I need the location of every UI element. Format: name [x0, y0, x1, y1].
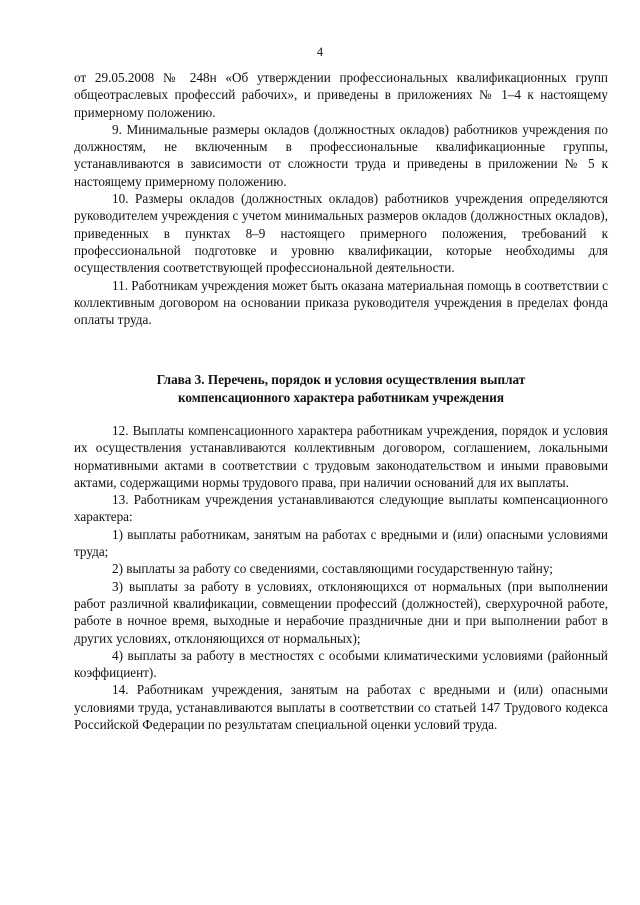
paragraph-11: 11. Работникам учреждения может быть оказана материальная помощь в соответствии с коллективным договором на основании приказа руководителя учреждения в пределах фонда оплаты труда.	[74, 277, 608, 328]
list-item-2: 2) выплаты за работу со сведениями, составляющими государственную тайну;	[112, 561, 553, 577]
paragraph-9: 9. Минимальные размеры окладов (должностных окладов) работников учреждения по должностям, не включенным в профессиональные квалификационные группы, устанавливаются в зависимости от сложности труда и приведены в приложении № 5 к настоящему примерному положению.	[74, 121, 608, 189]
paragraph-12: 12. Выплаты компенсационного характера работникам учреждения, порядок и условия их осуществления устанавливаются коллективным договором, соглашением, локальными нормативными актами в соответствии с трудовым законодательством и иными правовыми актами, содержащими нормы трудового права, при наличии оснований для их выплаты.	[74, 423, 608, 490]
section-compensation	[74, 422, 608, 733]
chapter-3-heading	[74, 371, 608, 406]
list-item-3: 3) выплаты за работу в условиях, отклоняющихся от нормальных (при выполнении работ различной квалификации, совмещении профессий (должностей), сверхурочной работе, работе в ночное время, выходные и нерабочие праздничные дни и при выполнении работ в других условиях, отклоняющихся от нормальных);	[74, 578, 608, 646]
paragraph-14: 14. Работникам учреждения, занятым на работах с вредными и (или) опасными условиями труда, устанавливаются выплаты в соответствии со статьей 147 Трудового кодекса Российской Федерации по результатам специальной оценки условий труда.	[74, 682, 608, 733]
page-number: 4	[316, 45, 324, 59]
list-item-4: 4) выплаты за работу в местностях с особыми климатическими условиями (районный коэффициент).	[74, 647, 608, 681]
list-item-1: 1) выплаты работникам, занятым на работах с вредными и (или) опасными условиями труда;	[74, 526, 608, 560]
paragraph-8-continuation: от 29.05.2008 № 248н «Об утверждении профессиональных квалификационных групп общеотраслевых профессий рабочих», и приведены в приложениях № 1–4 к настоящему примерному положению.	[74, 70, 608, 120]
paragraph-10: 10. Размеры окладов (должностных окладов) работников учреждения определяются руководителем учреждения с учетом минимальных размеров окладов (должностных окладов), приведенных в пунктах 8–9 настоящего примерного положения, требований к профессиональной подготовке и уровню квалификации, которые необходимы для осуществления соответствующей профессиональной деятельности.	[74, 191, 608, 276]
paragraph-13: 13. Работникам учреждения устанавливаются следующие выплаты компенсационного характера:	[74, 492, 608, 525]
section-pay-scales	[74, 69, 608, 328]
chapter-3-heading-line2: компенсационного характера работникам учреждения	[178, 389, 504, 405]
chapter-3-heading-line1: Глава 3. Перечень, порядок и условия осуществления выплат	[156, 372, 526, 387]
